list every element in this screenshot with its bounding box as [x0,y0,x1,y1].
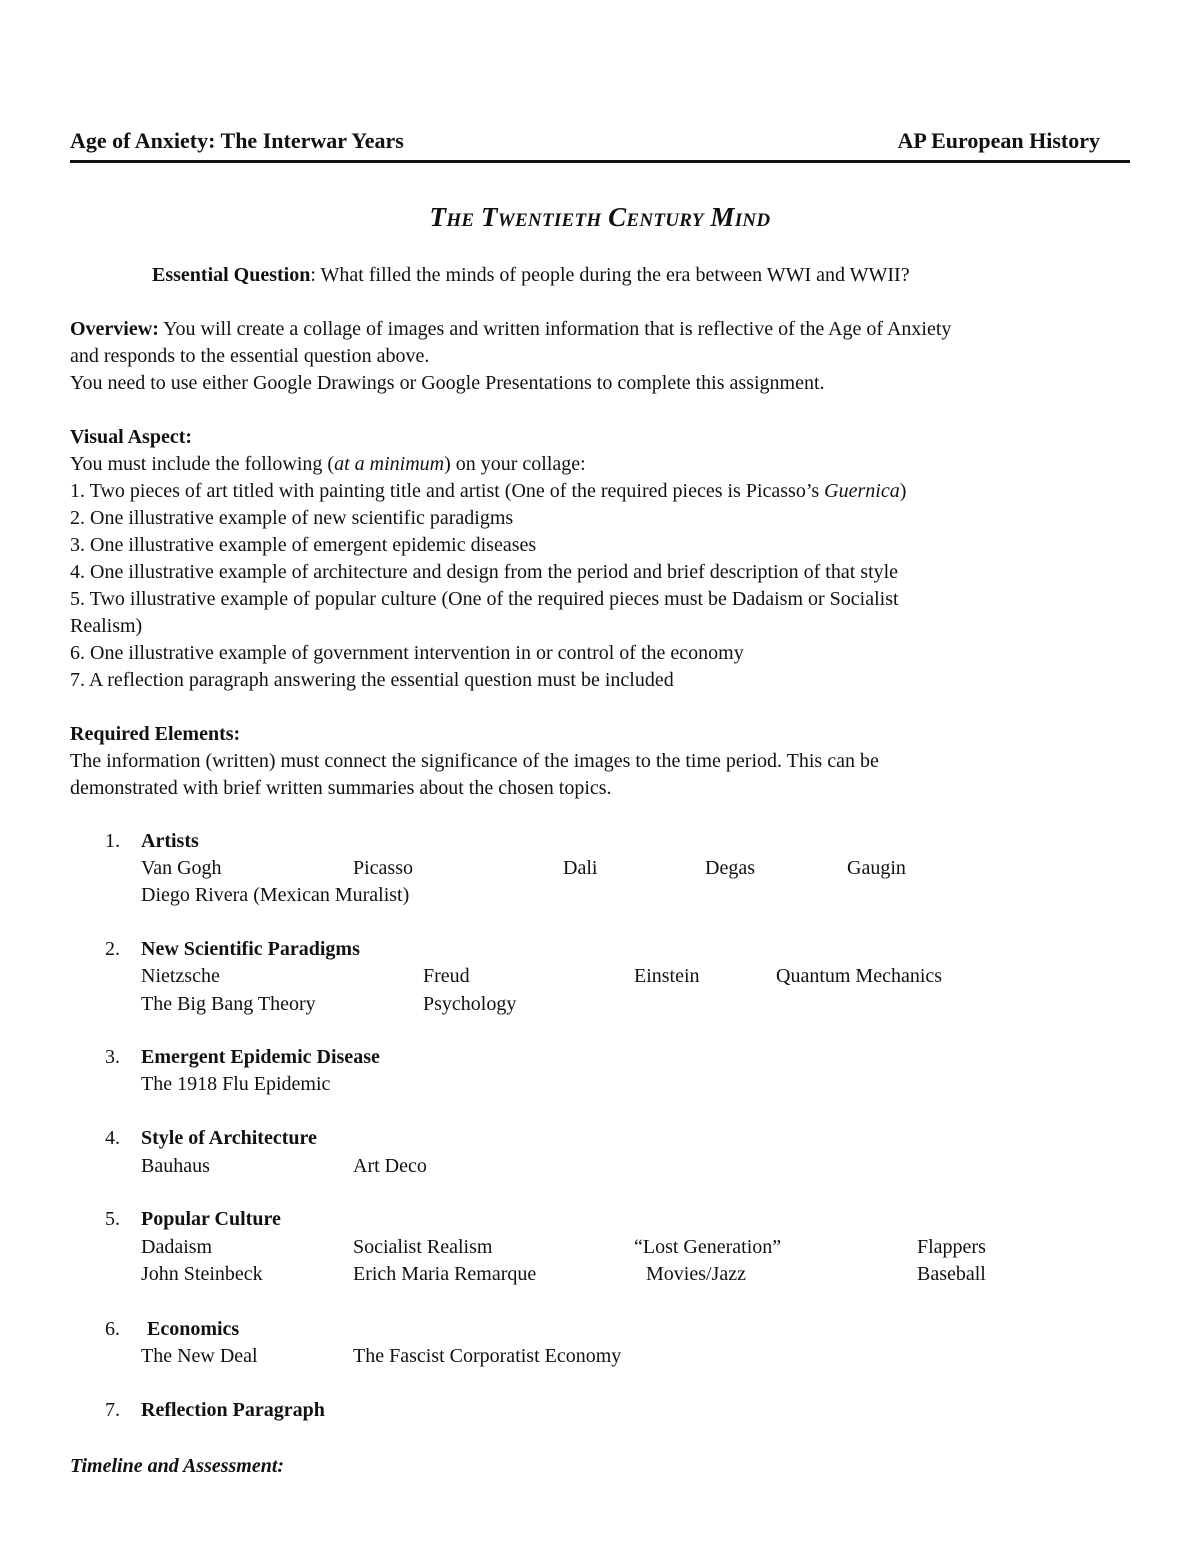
essential-question-label: Essential Question [152,264,311,286]
section-title-disease: Emergent Epidemic Disease [141,1046,380,1068]
visual-item-3: 3. One illustrative example of emergent epidemic diseases [70,534,537,556]
intro-text: You must include the following ( [70,453,335,475]
section-title-economics: Economics [147,1318,240,1340]
overview-label: Overview: [70,318,159,340]
visual-item-5: 5. Two illustrative example of popular culture (One of the required pieces must be Dadaism or Socialist [70,588,899,610]
title-initial: M [710,202,735,232]
page-header [70,128,1130,163]
required-elements-line-2: demonstrated with brief written summaries about the chosen topics. [70,777,612,799]
visual-aspect-heading: Visual Aspect: [70,426,193,448]
list-item: Dali [563,857,598,879]
timeline-assessment-heading: Timeline and Assessment: [70,1455,285,1477]
visual-item-1 [70,478,906,505]
list-item: Diego Rivera (Mexican Muralist) [141,884,410,906]
header-course-name: AP European History [897,128,1100,153]
section-number: 7. [105,1399,120,1421]
list-item: Nietzsche [141,965,220,987]
visual-item-7: 7. A reflection paragraph answering the essential question must be included [70,669,674,691]
intro-emphasis: at a minimum [334,453,445,475]
visual-aspect-intro [70,451,586,478]
list-item: Picasso [353,857,413,879]
visual-item-6: 6. One illustrative example of government intervention in or control of the economy [70,642,744,664]
title-word: WENTIETH [497,210,602,231]
visual-item-2: 2. One illustrative example of new scientific paradigms [70,507,514,529]
list-item: Psychology [423,993,517,1015]
section-number: 3. [105,1046,120,1068]
list-item: John Steinbeck [141,1263,263,1285]
list-item: “Lost Generation” [634,1236,782,1258]
list-item: Gaugin [847,857,906,879]
section-title-artists: Artists [141,830,199,852]
list-item: Van Gogh [141,857,222,879]
list-item: Bauhaus [141,1155,210,1177]
list-item: The Big Bang Theory [141,993,316,1015]
item-text: ) [899,480,907,502]
item-text: 1. Two pieces of art titled with painting title and artist (One of the required pieces is Picasso’s [70,480,825,502]
overview-line-2: and responds to the essential question above. [70,345,430,367]
list-item: Quantum Mechanics [776,965,943,987]
section-number: 4. [105,1127,120,1149]
essential-question [152,262,910,289]
section-title-science: New Scientific Paradigms [141,938,360,960]
title-word: ENTURY [626,210,704,231]
overview-text: You will create a collage of images and written information that is reflective of the Age of Anxiety [158,318,952,340]
list-item: Degas [705,857,755,879]
list-item: The New Deal [141,1345,258,1367]
header-course-unit: Age of Anxiety: The Interwar Years [70,128,404,153]
page-title [0,202,1200,233]
section-number: 1. [105,830,120,852]
list-item: The 1918 Flu Epidemic [141,1073,331,1095]
intro-text: ) on your collage: [444,453,586,475]
title-word: IND [734,210,771,231]
list-item: Erich Maria Remarque [353,1263,537,1285]
overview-line-1 [70,316,951,343]
visual-item-4: 4. One illustrative example of architecture and design from the period and brief description of that style [70,561,899,583]
required-elements-heading: Required Elements: [70,723,241,745]
list-item: Socialist Realism [353,1236,493,1258]
list-item: Art Deco [353,1155,427,1177]
overview-line-3: You need to use either Google Drawings or Google Presentations to complete this assignment. [70,372,825,394]
title-initial: T [480,202,498,232]
list-item: Dadaism [141,1236,213,1258]
list-item: Einstein [634,965,700,987]
section-number: 2. [105,938,120,960]
section-number: 6. [105,1318,120,1340]
list-item: Baseball [917,1263,986,1285]
list-item: Freud [423,965,470,987]
required-elements-line-1: The information (written) must connect the significance of the images to the time period. This can be [70,750,879,772]
list-item: The Fascist Corporatist Economy [353,1345,622,1367]
list-item: Movies/Jazz [646,1263,746,1285]
section-title-popular-culture: Popular Culture [141,1208,281,1230]
essential-question-text: : What filled the minds of people during the era between WWI and WWII? [310,264,910,286]
item-emphasis: Guernica [824,480,900,502]
section-title-reflection: Reflection Paragraph [141,1399,325,1421]
section-number: 5. [105,1208,120,1230]
title-initial: C [608,202,627,232]
title-initial: T [429,202,447,232]
section-title-architecture: Style of Architecture [141,1127,317,1149]
title-word: HE [446,210,475,231]
visual-item-5-cont: Realism) [70,615,143,637]
list-item: Flappers [917,1236,986,1258]
